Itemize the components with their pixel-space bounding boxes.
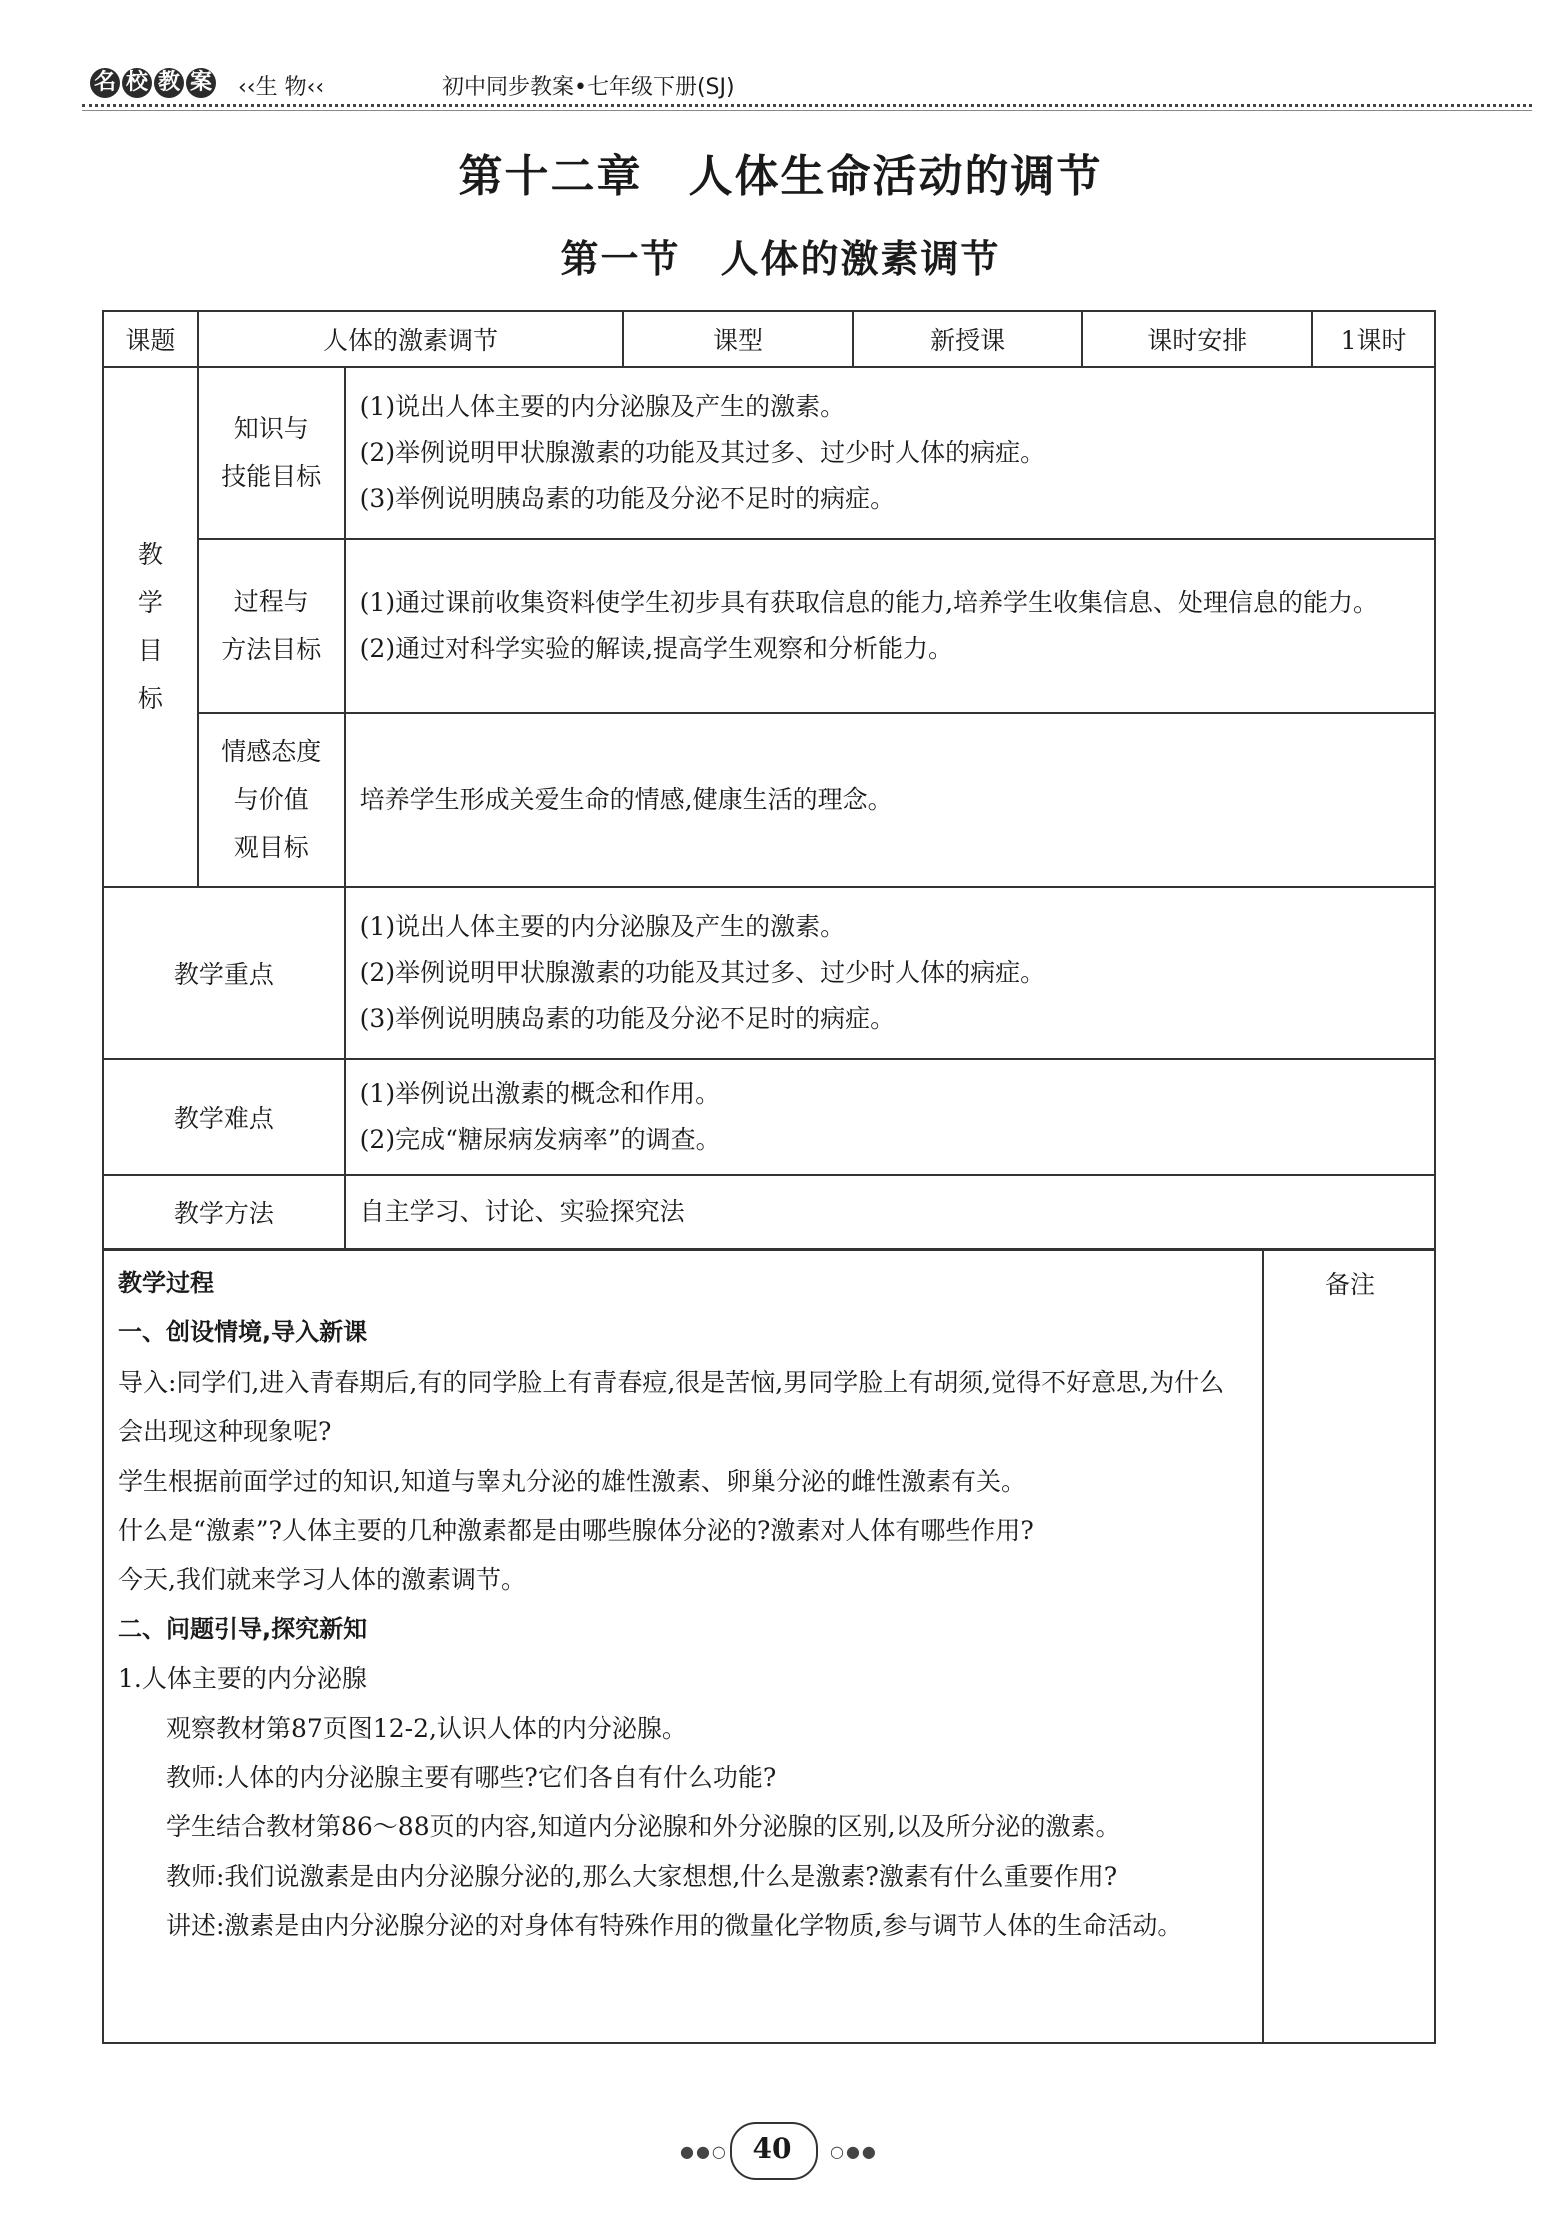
page-number-decoration: ○●● <box>830 2142 878 2161</box>
page-number: 40 <box>752 2132 792 2165</box>
list-item: (3)举例说明胰岛素的功能及分泌不足时的病症。 <box>359 484 896 513</box>
emotion-goal-label <box>198 713 345 887</box>
list-item: (2)完成“糖尿病发病率”的调查。 <box>359 1125 721 1154</box>
knowledge-goal-label <box>198 367 345 539</box>
logo-char: 案 <box>186 68 216 98</box>
key-points-label: 教学重点 <box>103 887 345 1059</box>
logo-char: 教 <box>154 68 184 98</box>
paragraph: 观察教材第87页图12-2,认识人体的内分泌腺。 <box>166 1713 687 1743</box>
header-divider <box>82 104 1532 107</box>
paragraph: 学生结合教材第86～88页的内容,知道内分泌腺和外分泌腺的区别,以及所分泌的激素。 <box>166 1812 1121 1842</box>
list-item: (1)通过课前收集资料使学生初步具有获取信息的能力,培养学生收集信息、处理信息的能力。 <box>359 588 1379 617</box>
info-row <box>103 311 1435 367</box>
part1-title: 一、创设情境,导入新课 <box>118 1318 368 1347</box>
paragraph: 今天,我们就来学习人体的激素调节。 <box>118 1565 526 1595</box>
goal-row-emotion <box>103 713 1435 887</box>
teaching-process-content <box>104 1251 1264 2042</box>
label-line: 技能目标 <box>221 462 322 491</box>
label-line: 方法目标 <box>221 635 322 664</box>
knowledge-goal-list <box>345 367 1435 539</box>
paragraph: 教师:我们说激素是由内分泌腺分泌的,那么大家想想,什么是激素?激素有什么重要作用? <box>166 1861 1118 1891</box>
logo-char: 校 <box>122 68 152 98</box>
label-line: 情感态度 <box>221 737 322 766</box>
paragraph: 教师:人体的内分泌腺主要有哪些?它们各自有什么功能? <box>166 1763 777 1793</box>
key-points-row <box>103 887 1435 1059</box>
page-number-decoration: ●●○ <box>680 2142 728 2161</box>
label-line: 与价值 <box>233 785 309 814</box>
part2-title: 二、问题引导,探究新知 <box>118 1614 368 1643</box>
process-goal-list <box>345 539 1435 713</box>
goals-label-char: 教 <box>137 540 163 569</box>
emotion-goal-list <box>345 713 1435 887</box>
methods-value: 自主学习、讨论、实验探究法 <box>345 1175 1435 1249</box>
topic-label: 课题 <box>103 311 198 367</box>
paragraph: 讲述:激素是由内分泌腺分泌的对身体有特殊作用的微量化学物质,参与调节人体的生命活动。 <box>166 1911 1183 1941</box>
list-item: (1)说出人体主要的内分泌腺及产生的激素。 <box>359 392 846 421</box>
difficulties-label: 教学难点 <box>103 1059 345 1175</box>
goals-label <box>103 367 198 887</box>
chapter-title: 第十二章 人体生命活动的调节 <box>458 151 1103 202</box>
schedule-value: 1课时 <box>1312 311 1435 367</box>
series-logo <box>90 68 216 98</box>
notes-column-label: 备注 <box>1324 1270 1375 1299</box>
list-item: (2)举例说明甲状腺激素的功能及其过多、过少时人体的病症。 <box>359 958 1046 987</box>
paragraph: 学生根据前面学过的知识,知道与睾丸分泌的雄性激素、卵巢分泌的雌性激素有关。 <box>118 1466 1026 1496</box>
label-line: 过程与 <box>233 587 309 616</box>
difficulties-list <box>345 1059 1435 1175</box>
difficulties-row <box>103 1059 1435 1175</box>
goal-row-knowledge <box>103 367 1435 539</box>
lesson-plan-table <box>102 310 1436 1250</box>
process-heading: 教学过程 <box>118 1269 214 1297</box>
page-number-badge <box>720 2122 824 2176</box>
teaching-process-box <box>102 1249 1436 2044</box>
header-divider <box>82 110 1532 111</box>
topic-value: 人体的激素调节 <box>198 311 623 367</box>
methods-label: 教学方法 <box>103 1175 345 1249</box>
list-item: (3)举例说明胰岛素的功能及分泌不足时的病症。 <box>359 1004 896 1033</box>
paragraph: 什么是“激素”?人体主要的几种激素都是由哪些腺体分泌的?激素对人体有哪些作用? <box>118 1516 1034 1546</box>
list-item: 培养学生形成关爱生命的情感,健康生活的理念。 <box>359 785 893 814</box>
list-item: (2)举例说明甲状腺激素的功能及其过多、过少时人体的病症。 <box>359 438 1046 467</box>
goals-label-char: 目 <box>137 636 163 665</box>
logo-char: 名 <box>90 68 120 98</box>
methods-row <box>103 1175 1435 1249</box>
list-item: (1)举例说出激素的概念和作用。 <box>359 1079 721 1108</box>
label-line: 观目标 <box>233 833 309 862</box>
goals-label-char: 学 <box>137 588 163 617</box>
schedule-label: 课时安排 <box>1082 311 1312 367</box>
section-title: 第一节 人体的激素调节 <box>560 236 1001 281</box>
process-goal-label <box>198 539 345 713</box>
book-title: 初中同步教案•七年级下册(SJ) <box>442 75 735 100</box>
subject-label: ‹‹生 物‹‹ <box>238 75 325 100</box>
paragraph: 导入:同学们,进入青春期后,有的同学脸上有青春痘,很是苦恼,男同学脸上有胡须,觉得不好意思,为什么会出现这种现象呢? <box>118 1367 1225 1447</box>
type-value: 新授课 <box>853 311 1083 367</box>
list-item: (1)说出人体主要的内分泌腺及产生的激素。 <box>359 912 846 941</box>
key-points-list <box>345 887 1435 1059</box>
page-header <box>62 68 1532 108</box>
goal-row-process <box>103 539 1435 713</box>
label-line: 知识与 <box>233 414 309 443</box>
sub1-title: 1.人体主要的内分泌腺 <box>118 1664 367 1694</box>
type-label: 课型 <box>623 311 853 367</box>
list-item: (2)通过对科学实验的解读,提高学生观察和分析能力。 <box>359 634 954 663</box>
goals-label-char: 标 <box>137 684 163 713</box>
